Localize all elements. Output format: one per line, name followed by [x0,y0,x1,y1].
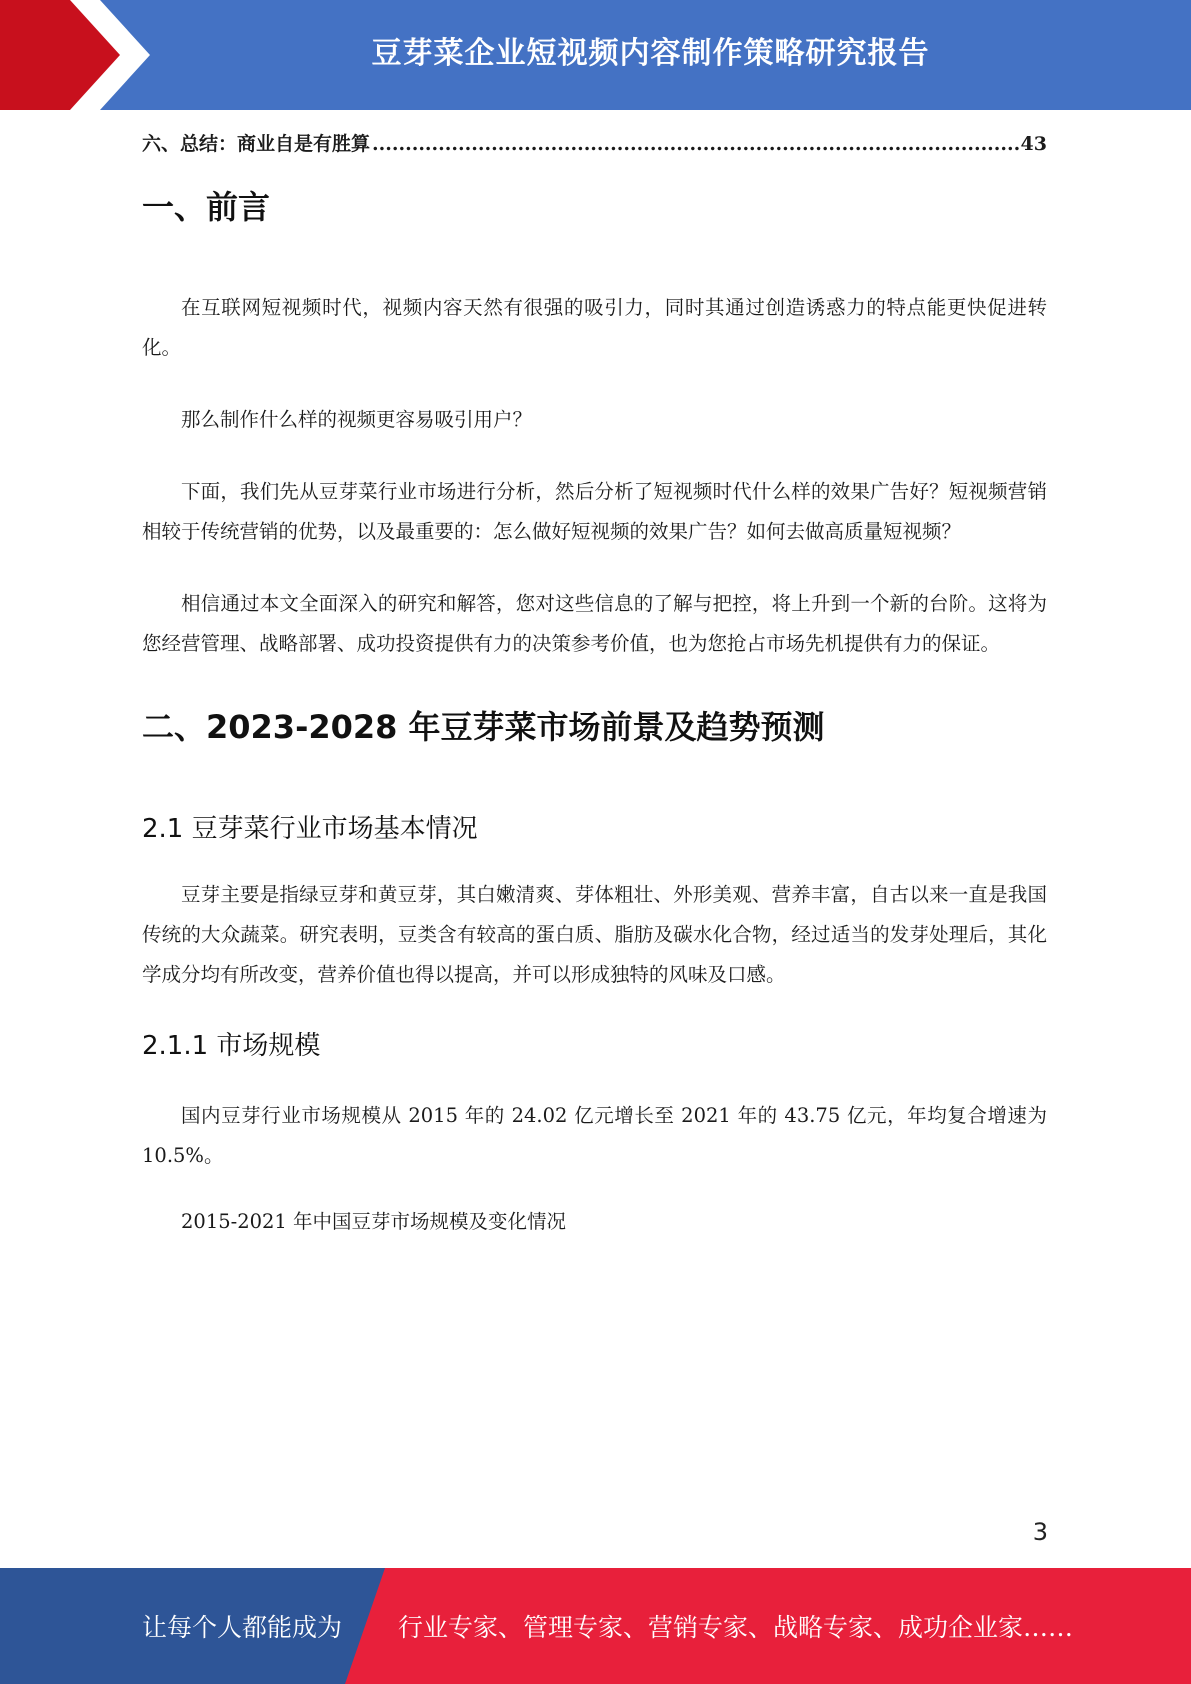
market-size-paragraph: 国内豆芽行业市场规模从 2015 年的 24.02 亿元增长至 2021 年的 43.75 亿元，年均复合增速为 10.5%。 [142,1104,1047,1167]
page-content [142,120,1047,1242]
subsection-heading-market-size: 2.1.1 市场规模 [142,1031,321,1061]
toc-leader-dots [372,120,1019,168]
preface-paragraph-2: 那么制作什么样的视频更容易吸引用户？ [181,408,533,431]
page-number: 3 [1032,1518,1048,1546]
toc-entry-label: 六、总结：商业自是有胜算 [142,133,371,155]
header-chevron-decoration [0,0,160,110]
header-banner [0,0,1191,110]
basic-situation-paragraph: 豆芽主要是指绿豆芽和黄豆芽，其白嫩清爽、芽体粗壮、外形美观、营养丰富，自古以来一直是我国传统的大众蔬菜。研究表明，豆类含有较高的蛋白质、脂肪及碳水化合物，经过适当的发芽处理后，其化学成分均有所改变，营养价值也得以提高，并可以形成独特的风味及口感。 [142,883,1047,986]
section-heading-market-forecast: 二、2023-2028 年豆芽菜市场前景及趋势预测 [142,708,825,746]
footer-banner [0,1568,1191,1684]
section-heading-preface: 一、前言 [142,188,271,226]
subsection-heading-basic-situation: 2.1 豆芽菜行业市场基本情况 [142,814,478,844]
preface-paragraph-3: 下面，我们先从豆芽菜行业市场进行分析，然后分析了短视频时代什么样的效果广告好？短视频营销相较于传统营销的优势，以及最重要的：怎么做好短视频的效果广告？如何去做高质量短视频？ [142,480,1047,543]
toc-entry[interactable] [142,120,1047,168]
preface-paragraph-1: 在互联网短视频时代，视频内容天然有很强的吸引力，同时其通过创造诱惑力的特点能更快促进转化。 [142,296,1047,359]
footer-slogan-left: 让每个人都能成为 [142,1613,343,1642]
figure-caption: 2015-2021 年中国豆芽市场规模及变化情况 [181,1210,567,1233]
report-title: 豆芽菜企业短视频内容制作策略研究报告 [371,36,930,71]
preface-paragraph-4: 相信通过本文全面深入的研究和解答，您对这些信息的了解与把控，将上升到一个新的台阶。这将为您经营管理、战略部署、成功投资提供有力的决策参考价值，也为您抢占市场先机提供有力的保证。 [142,592,1047,655]
footer-slogan-right: 行业专家、管理专家、营销专家、战略专家、成功企业家…… [398,1613,1074,1642]
toc-entry-page: 43 [1020,133,1047,155]
